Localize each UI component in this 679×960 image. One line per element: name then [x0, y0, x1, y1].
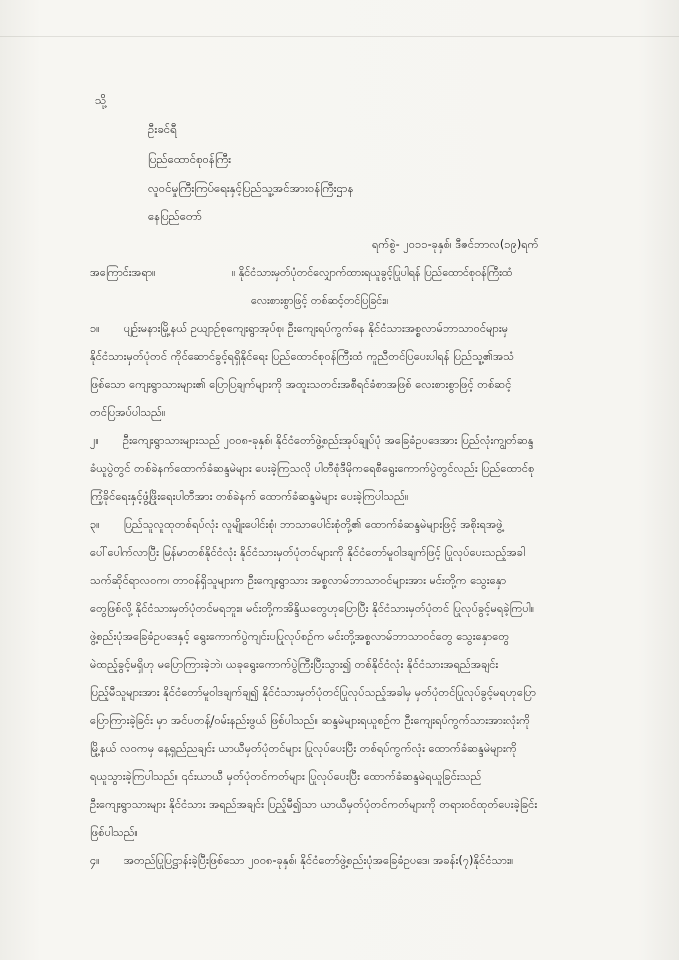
paragraph-3-line-2: ပေါ်ပေါက်လာပြီး မြန်မာတစ်နိုင်ငံလုံး နိုင်ငံသားမှတ်ပုံတင်များကို နိုင်ငံတော်မူဝါဒချက်ဖြင့် ပြုလုပ်ပေးသည့်အခါ	[90, 546, 526, 559]
recipient-city: နေပြည်တော်	[148, 209, 202, 223]
paragraph-line: အတည်ပြုပြဋ္ဌာန်းခဲ့ပြီးဖြစ်သော ၂၀၀၈-ခုနှစ်၊ နိုင်ငံတော်ဖွဲ့စည်းပုံအခြေခံဥပဒေ၊ အခန်း(၇)နိုင်ငံသား။	[123, 854, 514, 867]
paragraph-1-line-2: နိုင်ငံသားမှတ်ပုံတင် ကိုင်ဆောင်ခွင့်ရရှိနိုင်ရေး ပြည်ထောင်စုဝန်ကြီးထံ ကူညီတင်ပြပေးပါရန် ပြည်သူ့၏အသံ	[90, 350, 515, 363]
paragraph-3-line-9: မြို့နယ် လဝကမှ နေ့ရှည်ညချင်း ယာယီမှတ်ပုံတင်များ ပြုလုပ်ပေးပြီး တစ်ရပ်ကွက်လုံး ထောက်ခံဆန္ဒမဲများကို	[90, 742, 517, 755]
subject-line-1: ။ နိုင်ငံသားမှတ်ပုံတင်လျှောက်ထားရယူခွင့်ပြုပါရန် ပြည်ထောင်စုဝန်ကြီးထံ	[232, 266, 513, 279]
recipient-name: ဦးခင်ရီ	[148, 122, 177, 136]
paragraph-line: ဦးကျေးရွာသားများသည် ၂၀၀၈-ခုနှစ်၊ နိုင်ငံတော်ဖွဲ့စည်းအုပ်ချုပ်ပုံ အခြေခံဥပဒေအား ပြည်လုံးကျွတ်ဆန္ဒ	[122, 434, 534, 447]
paragraph-number: ၄။	[90, 854, 100, 867]
paragraph-number: ၁။	[90, 322, 100, 335]
subject-line-2: လေးစားစွာဖြင့် တစ်ဆင့်တင်ပြခြင်း။	[251, 294, 389, 307]
subject-label: အကြောင်းအရာ။	[90, 266, 156, 279]
paragraph-line: ပြည်သူလူထုတစ်ရပ်လုံး လူမျိုးပေါင်းစုံ၊ ဘာသာပေါင်းစုံတို့၏ ထောက်ခံဆန္ဒမဲများဖြင့် အစိုးရအဖွဲ့	[123, 518, 503, 531]
paragraph-1-line-4: တင်ပြအပ်ပါသည်။	[90, 406, 166, 419]
recipient-to-label: သို့	[95, 93, 107, 107]
paragraph-2-line-1	[90, 434, 534, 448]
paragraph-3-line-8: ပြောကြားခဲ့ခြင်း မှာ အင်ပတန့်/ဝမ်းနည်းဖွယ် ဖြစ်ပါသည်။ ဆန္ဒမဲများရယူစဉ်က ဦးကျေးရပ်ကွက်သားအားလုံးကို	[90, 714, 531, 727]
paragraph-3-line-3: သက်ဆိုင်ရာလဝက၊ တာဝန်ရှိသူများက ဦးကျေးရွာသား အစ္စလာမ်ဘာသာဝင်များအား မင်းတို့က သွေးနှော	[90, 574, 507, 587]
paragraph-3-line-6: မဲထည့်ခွင့်မရှိဟု မပြောကြားခဲ့ဘဲ၊ ယခုရွေးကောက်ပွဲကြီးပြီးသွား၍ တစ်နိုင်ငံလုံး နိုင်ငံသားအရည်အချင်း	[90, 658, 499, 671]
paragraph-3-line-10: ရယူသွားခဲ့ကြပါသည်။ ၎င်းယာယီ မှတ်ပုံတင်ကတ်များ ပြုလုပ်ပေးပြီး ထောက်ခံဆန္ဒမဲရယူခြင်းသည်	[90, 770, 482, 783]
paragraph-3-line-11: ဦးကျေးရွာသားများ နိုင်ငံသား အရည်အချင်း ပြည့်မီ၍သာ ယာယီမှတ်ပုံတင်ကတ်များကို တရားဝင်ထုတ်ပေးခဲ့ခြင်း	[90, 798, 538, 811]
paragraph-3-line-4: တွေဖြစ်လို့ နိုင်ငံသားမှတ်ပုံတင်မရဘူး။ မင်းတို့ကအိန္ဒိယတွေဟုပြောပြီး နိုင်ငံသားမှတ်ပုံတင် ပြုလုပ်ခွင့်မရခဲ့ကြပါ။	[90, 602, 535, 615]
paragraph-3-line-12: ဖြစ်ပါသည်။	[90, 826, 138, 839]
paragraph-2-line-3: ကြံ့ခိုင်ရေးနှင့်ဖွံ့ဖြိုးရေးပါတီအား တစ်ခဲနက် ထောက်ခံဆန္ဒမဲများ ပေးခဲ့ကြပါသည်။	[90, 490, 409, 503]
paragraph-number: ၂။	[90, 434, 99, 447]
recipient-title: ပြည်ထောင်စုဝန်ကြီး	[148, 152, 232, 166]
paragraph-1-line-1	[90, 322, 508, 336]
paragraph-2-line-2: ခံယူပွဲတွင် တစ်ခဲနက်ထောက်ခံဆန္ဒမဲများ ပေးခဲ့ကြသလို ပါတီစုံဒီမိုကရေစီရွေးကောက်ပွဲတွင်လည်း ပြည်ထောင်စု	[90, 462, 535, 475]
paragraph-number: ၃။	[90, 518, 100, 531]
letter-date: ရက်စွဲ- ၂၀၁၁-ခုနှစ်၊ ဒီဇင်ဘာလ(၁၉)ရက်	[372, 238, 539, 251]
paragraph-4-line-1	[90, 854, 513, 868]
paper-fold-line	[0, 36, 679, 37]
paragraph-3-line-5: ဖွဲ့စည်းပုံအခြေခံဥပဒေနှင့် ရွေးကောက်ပွဲကျင်းပပြုလုပ်စဉ်က မင်းတို့အစ္စလာမ်ဘာသာဝင်တွေ သွေးနှောတွေ	[90, 630, 510, 643]
paragraph-1-line-3: ဖြစ်သော ကျေးရွာသားများ၏ ပြောပြချက်များကို အထူးသတင်းအစီရင်ခံစာအဖြစ် လေးစားစွာဖြင့် တစ်ဆင့်	[90, 378, 512, 391]
paragraph-3-line-1	[90, 518, 503, 532]
recipient-office: လူဝင်မှုကြီးကြပ်ရေးနှင့်ပြည်သူ့အင်အားဝန်ကြီးဌာန	[148, 181, 354, 195]
paragraph-line: ပျဉ်းမနားမြို့နယ် ဥယျာဉ်စုကျေးရွာအုပ်စု၊ ဦးကျေးရပ်ကွက်နေ နိုင်ငံသားအစ္စလာမ်ဘာသာဝင်များမှ	[123, 322, 509, 335]
paragraph-3-line-7: ပြည့်မီသူများအား နိုင်ငံတော်မူဝါဒချက်ချ၍ နိုင်ငံသားမှတ်ပုံတင်ပြုလုပ်သည့်အခါမှ မှတ်ပုံတင်ပြုလုပ်ခွင့်မရဟုပြော	[90, 686, 537, 699]
